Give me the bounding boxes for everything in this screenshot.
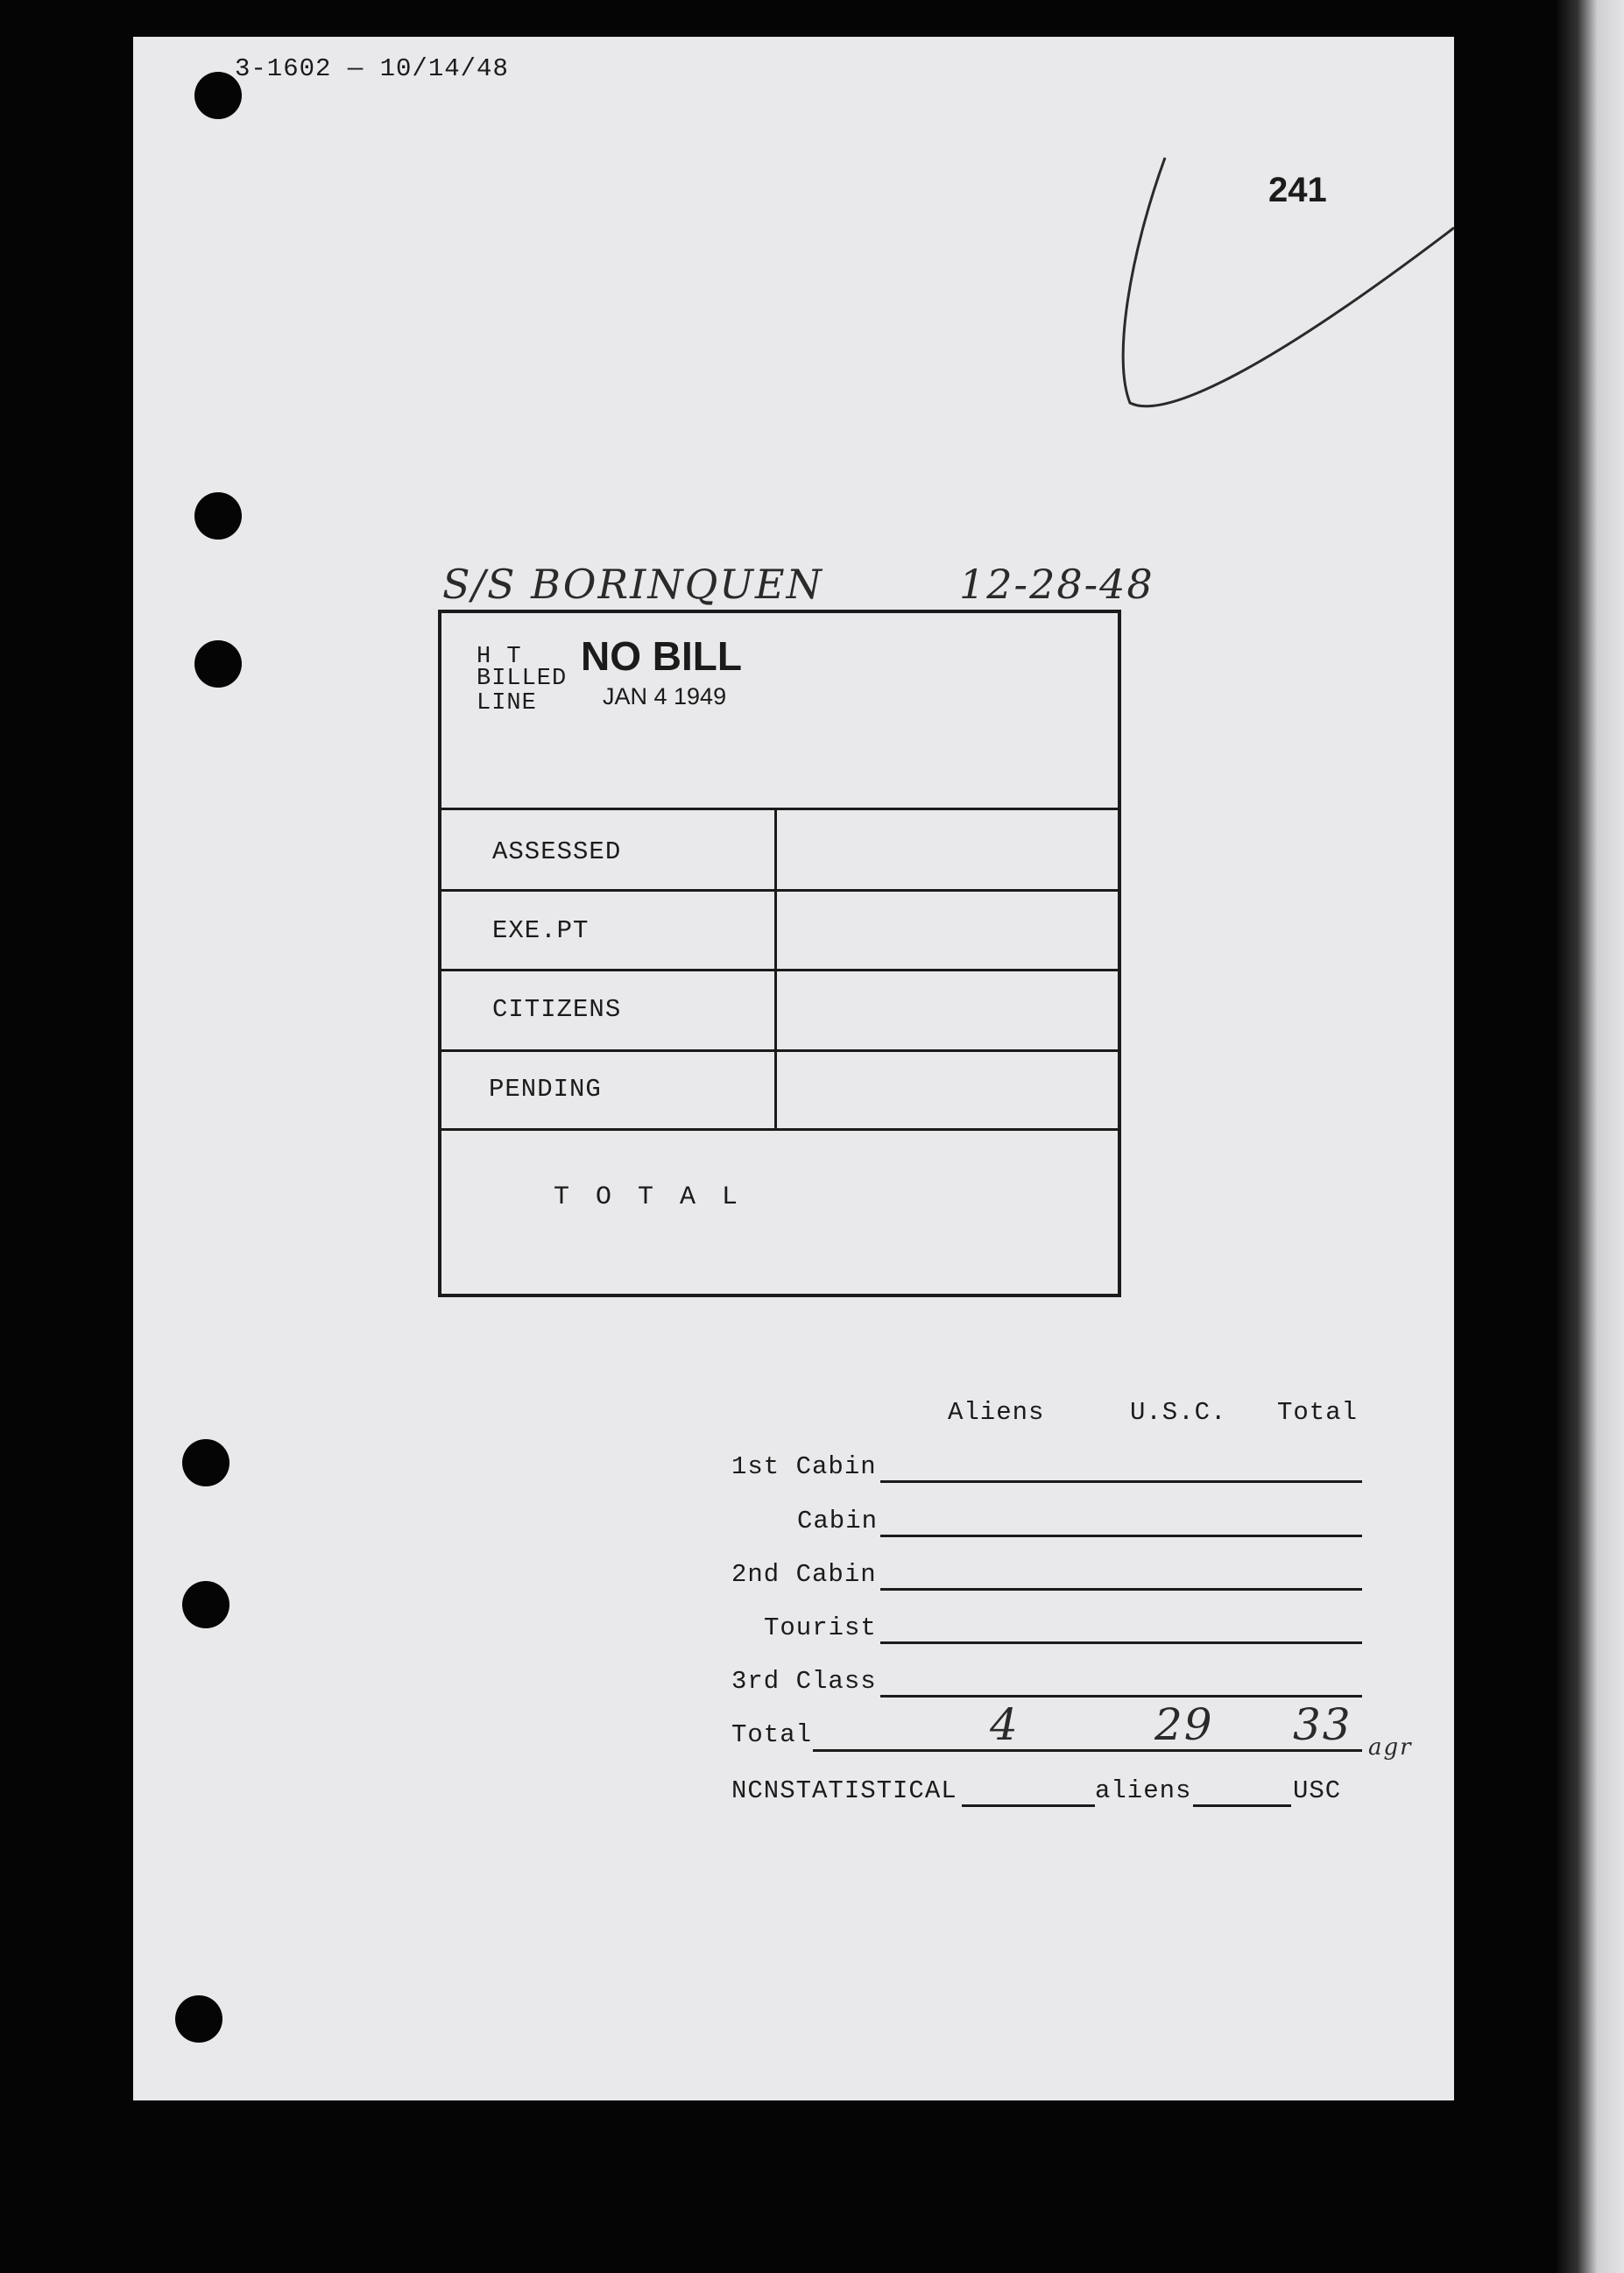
billing-line-billed: BILLED — [477, 666, 568, 692]
total-usc-value: 29 — [1154, 1699, 1214, 1750]
row-label-cabin: Cabin — [797, 1507, 879, 1535]
row-label-tourist: Tourist — [764, 1613, 877, 1642]
nonstatistical-usc-label: USC — [1293, 1776, 1342, 1805]
billing-divider — [438, 1128, 1119, 1131]
fill-line — [880, 1695, 1362, 1698]
fill-line — [962, 1804, 1095, 1807]
fill-line — [880, 1480, 1362, 1483]
nonstatistical-aliens-label: aliens — [1095, 1776, 1192, 1805]
billing-divider — [438, 889, 1119, 892]
adjacent-page-edge — [1557, 0, 1624, 2273]
row-label-1st-cabin: 1st Cabin — [731, 1452, 877, 1481]
fill-line — [1193, 1804, 1291, 1807]
column-aliens: Aliens — [948, 1398, 1045, 1427]
row-assessed-label: ASSESSED — [492, 837, 622, 866]
billing-divider — [438, 969, 1119, 971]
punch-hole — [194, 492, 242, 540]
nonstatistical-label: NCNSTATISTICAL — [731, 1776, 957, 1805]
billing-line-ht: H T — [477, 644, 522, 670]
billing-box — [438, 610, 1121, 1297]
punch-hole — [194, 640, 242, 688]
initials: agr — [1368, 1734, 1413, 1761]
row-pending-label: PENDING — [489, 1075, 602, 1104]
billing-divider — [438, 1049, 1119, 1052]
row-citizens-label: CITIZENS — [492, 995, 622, 1024]
page-number: 241 — [1268, 171, 1327, 209]
row-exempt-label: EXE.PT — [492, 916, 590, 945]
row-label-2nd-cabin: 2nd Cabin — [731, 1560, 877, 1589]
fill-line — [880, 1641, 1362, 1644]
billing-line-line: LINE — [477, 690, 537, 716]
total-aliens-value: 4 — [990, 1699, 1020, 1750]
stamp-date: JAN 4 1949 — [603, 683, 727, 709]
fill-line — [880, 1588, 1362, 1591]
check-mark-icon — [1095, 149, 1463, 420]
total-label: T O T A L — [554, 1182, 744, 1212]
row-label-total: Total — [731, 1720, 813, 1749]
total-total-value: 33 — [1293, 1699, 1352, 1750]
billing-column-divider — [774, 808, 777, 1128]
billing-divider — [438, 808, 1119, 810]
ship-name: S/S BORINQUEN — [442, 561, 823, 608]
column-total: Total — [1277, 1398, 1359, 1427]
punch-hole — [182, 1581, 229, 1628]
fill-line — [813, 1749, 1362, 1752]
form-number: 3-1602 — 10/14/48 — [235, 54, 509, 83]
punch-hole — [182, 1439, 229, 1486]
fill-line — [880, 1535, 1362, 1537]
punch-hole — [175, 1995, 222, 2043]
ship-date: 12-28-48 — [959, 561, 1154, 608]
no-bill-stamp: NO BILL — [581, 633, 742, 679]
column-usc: U.S.C. — [1130, 1398, 1227, 1427]
row-label-3rd-class: 3rd Class — [731, 1667, 877, 1696]
